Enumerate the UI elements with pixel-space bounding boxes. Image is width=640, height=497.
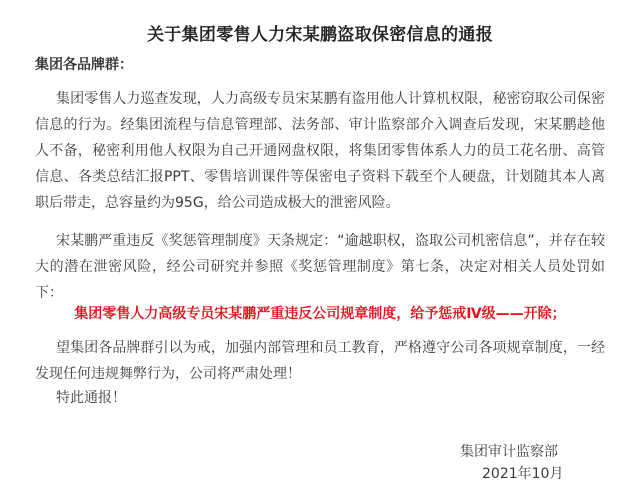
salutation: 集团各品牌群： [35, 57, 133, 73]
signoff-date: 2021年10月 [482, 466, 564, 482]
penalty-statement: 集团零售人力高级专员宋某鹏严重违反公司规章制度，给予惩戒Ⅳ级——开除； [74, 306, 566, 322]
signoff-department: 集团审计监察部 [460, 444, 558, 460]
paragraph-findings: 集团零售人力巡查发现，人力高级专员宋某鹏有盗用他人计算机权限，秘密窃取公司保密信息的行为。经集团流程与信息管理部、法务部、审计监察部介入调查后发现，宋某鹏趁他人不备，秘密利用他人权限为自己开通网盘权限，将集团零售体系人力的员工花名册、高管信息、各类总结汇报PPT、零售培训课件等保密电子资料下载至个人硬盘，计划随其本人离职后带走，总容量约为95G，给公司造成极大的泄密风险。 [35, 91, 605, 211]
paragraph-closing: 特此通报！ [56, 390, 126, 406]
signoff [460, 441, 600, 485]
paragraph-violation: 宋某鹏严重违反《奖惩管理制度》天条规定：“逾越职权，盗取公司机密信息”，并存在较大的潜在泄密风险，经公司研究并参照《奖惩管理制度》第七条，决定对相关人员处罚如下： [35, 233, 605, 301]
document-title: 关于集团零售人力宋某鹏盗取保密信息的通报 [147, 25, 493, 45]
paragraph-warning: 望集团各品牌群引以为戒，加强内部管理和员工教育，严格遵守公司各项规章制度，一经发现任何违规舞弊行为，公司将严肃处理！ [35, 340, 605, 382]
